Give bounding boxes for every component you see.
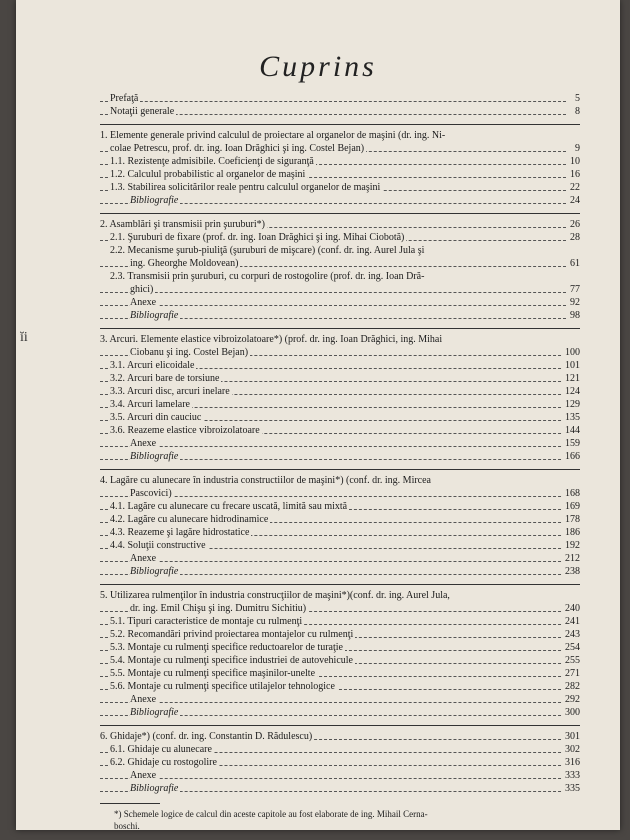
toc-entry-title: 4.3. Reazeme şi lagăre hidrostatice: [110, 527, 250, 538]
toc-entry-title: 6.2. Ghidaje cu rostogolire: [110, 757, 217, 768]
toc-entry: [100, 526, 580, 539]
toc-entry-page: 8: [572, 105, 580, 118]
toc-entry: [100, 756, 580, 769]
toc-entry-title: Bibliografie: [130, 707, 179, 718]
toc-entry-title: Pascovici): [130, 488, 172, 499]
toc-entry-title: Prefaţă: [110, 93, 139, 104]
toc-entry: [100, 552, 580, 565]
toc-entry-page: 24: [567, 194, 580, 207]
toc-entry-title: Bibliografie: [130, 566, 179, 577]
toc-entry: [100, 346, 580, 359]
toc-entry: [100, 244, 580, 257]
toc-entry-page: 300: [562, 706, 580, 719]
page-title: Cuprins: [259, 50, 377, 83]
toc-entry: [100, 142, 580, 155]
chapter-divider: [100, 124, 580, 125]
toc-entry-title: ing. Gheorghe Moldovean): [130, 258, 239, 269]
toc-entry-title: Anexe: [130, 770, 157, 781]
toc-entry-title: 3. Arcuri. Elemente elastice vibroizolatoare*) (prof. dr. ing. Ioan Drăghici, ing. Mihai: [100, 334, 443, 345]
toc-entry: [100, 667, 580, 680]
toc-entry: [100, 385, 580, 398]
toc-entry: [100, 231, 580, 244]
toc-entry: [100, 615, 580, 628]
toc-entry-page: 135: [562, 411, 580, 424]
toc-entry: [100, 641, 580, 654]
toc-entry-title: 1.3. Stabilirea solicitărilor reale pentru calculul organelor de maşini: [110, 182, 381, 193]
toc-entry: [100, 92, 580, 105]
chapter-block: [100, 218, 580, 322]
toc-entry: [100, 333, 580, 346]
toc-entry-page: 241: [562, 615, 580, 628]
toc-entry-page: 100: [562, 346, 580, 359]
toc-entry-page: 292: [562, 693, 580, 706]
chapter-block: [100, 129, 580, 207]
toc-entry: [100, 359, 580, 372]
toc-entry: [100, 474, 580, 487]
toc-entry: [100, 257, 580, 270]
toc-entry: [100, 270, 580, 283]
toc-entry-page: 243: [562, 628, 580, 641]
toc-entry-title: Notaţii generale: [110, 106, 175, 117]
toc-entry-page: 238: [562, 565, 580, 578]
toc-entry-title: Ciobanu şi ing. Costel Bejan): [130, 347, 249, 358]
toc-entry-title: 5. Utilizarea rulmenţilor în industria construcţiilor de maşini*)(conf. dr. ing. Aurel Jula,: [100, 590, 450, 601]
chapter-divider: [100, 328, 580, 329]
toc-entry: [100, 309, 580, 322]
toc-entry-title: 5.1. Tipuri caracteristice de montaje cu rulmenţi: [110, 616, 303, 627]
toc-entry: [100, 706, 580, 719]
toc-entry-page: 101: [562, 359, 580, 372]
footnote-text: *) Schemele logice de calcul din aceste capitole au fost elaborate de ing. Mihail Cerna-: [114, 809, 428, 819]
toc-entry-page: 282: [562, 680, 580, 693]
toc-entry-title: 5.6. Montaje cu rulmenţi specifice utilajelor tehnologice: [110, 681, 335, 692]
toc-entry-page: 271: [562, 667, 580, 680]
toc-entry-page: 5: [572, 92, 580, 105]
toc-entry-page: 192: [562, 539, 580, 552]
toc-entry: [100, 105, 580, 118]
toc-entry-page: 301: [562, 730, 580, 743]
toc-entry-title: 4.2. Lagăre cu alunecare hidrodinamice: [110, 514, 269, 525]
toc-entry-page: 92: [567, 296, 580, 309]
toc-entry: [100, 372, 580, 385]
chapter-block: [100, 474, 580, 578]
toc-entry-page: 26: [567, 218, 580, 231]
toc-entry: [100, 168, 580, 181]
toc-entry-page: 255: [562, 654, 580, 667]
toc-entry: [100, 129, 580, 142]
toc-entry: [100, 181, 580, 194]
toc-entry-page: 77: [567, 283, 580, 296]
toc-entry: [100, 539, 580, 552]
toc-entry-title: 3.3. Arcuri disc, arcuri inelare: [110, 386, 230, 397]
chapter-divider: [100, 213, 580, 214]
toc-entry: [100, 680, 580, 693]
toc-entry-page: 212: [562, 552, 580, 565]
chapter-divider: [100, 584, 580, 585]
toc-entry-title: 1.1. Rezistenţe admisibile. Coeficienţi de siguranţă: [110, 156, 314, 167]
toc-entry-title: 5.5. Montaje cu rulmenţi specifice maşinilor-unelte: [110, 668, 316, 679]
toc-entry-title: 3.1. Arcuri elicoidale: [110, 360, 195, 371]
toc-entry-page: 316: [562, 756, 580, 769]
toc-entry: [100, 602, 580, 615]
toc-entry-title: Anexe: [130, 553, 157, 564]
toc-entry-page: 168: [562, 487, 580, 500]
toc-entry-title: 4. Lagăre cu alunecare în industria constructiilor de maşini*) (conf. dr. ing. Mircea: [100, 475, 431, 486]
toc-entry: [100, 296, 580, 309]
toc-entry-page: 61: [567, 257, 580, 270]
chapter-block: [100, 589, 580, 719]
toc-entry-title: 3.2. Arcuri bare de torsiune: [110, 373, 220, 384]
toc-entry: [100, 589, 580, 602]
toc-entry: [100, 513, 580, 526]
toc-entry-page: 10: [567, 155, 580, 168]
toc-entry-title: Bibliografie: [130, 310, 179, 321]
toc-entry-page: 335: [562, 782, 580, 795]
footnote-divider: [100, 803, 160, 804]
toc-entry-page: 159: [562, 437, 580, 450]
toc-entry: [100, 411, 580, 424]
toc-entry: [100, 218, 580, 231]
toc-entry-page: 333: [562, 769, 580, 782]
footnote-text-cont: boschi.: [114, 821, 140, 830]
toc-entry-title: 1. Elemente generale privind calculul de proiectare al organelor de maşini (dr. ing. Ni-: [100, 130, 446, 141]
toc-entry-page: 144: [562, 424, 580, 437]
toc-entry-title: 3.6. Reazeme elastice vibroizolatoare: [110, 425, 260, 436]
toc-entry-page: 240: [562, 602, 580, 615]
toc-entry: [100, 730, 580, 743]
front-matter: [100, 92, 580, 118]
toc-entry-page: 169: [562, 500, 580, 513]
toc-entry-title: 6. Ghidaje*) (conf. dr. ing. Constantin D. Rădulescu): [100, 731, 313, 742]
toc-entry-page: 302: [562, 743, 580, 756]
toc-entry: [100, 424, 580, 437]
toc-entry: [100, 437, 580, 450]
toc-entry: [100, 693, 580, 706]
toc-entry-title: 6.1. Ghidaje cu alunecare: [110, 744, 212, 755]
toc-entry-page: 121: [562, 372, 580, 385]
toc-entry-title: 2.1. Şuruburi de fixare (prof. dr. ing. Ioan Drăghici şi ing. Mihai Ciobotă): [110, 232, 405, 243]
toc-entry-page: 9: [572, 142, 580, 155]
toc-entry-title: 2. Asamblări şi transmisii prin şuruburi*): [100, 219, 265, 230]
toc-entry-title: dr. ing. Emil Chişu şi ing. Dumitru Sichitiu): [130, 603, 307, 614]
toc-entry-title: 2.3. Transmisii prin şuruburi, cu corpuri de rostogolire (prof. dr. ing. Ioan Dră-: [110, 271, 425, 282]
toc-entry-page: 16: [567, 168, 580, 181]
toc-entry: [100, 500, 580, 513]
footnote: [100, 808, 580, 830]
toc-entry-page: 98: [567, 309, 580, 322]
toc-entry-title: 2.2. Mecanisme şurub-piuliţă (şuruburi de mişcare) (conf. dr. ing. Aurel Jula şi: [110, 245, 425, 256]
toc-entry-title: 3.5. Arcuri din cauciuc: [110, 412, 202, 423]
toc-entry: [100, 769, 580, 782]
chapter-block: [100, 730, 580, 795]
toc-entry-title: Bibliografie: [130, 195, 179, 206]
toc-entry-page: 22: [567, 181, 580, 194]
toc-entry: [100, 628, 580, 641]
toc-entry-page: 178: [562, 513, 580, 526]
toc-entry-title: 3.4. Arcuri lamelare: [110, 399, 190, 410]
toc-entry-page: 28: [567, 231, 580, 244]
toc-entry: [100, 450, 580, 463]
margin-mark: ĭi: [20, 330, 28, 345]
table-of-contents: [100, 92, 580, 830]
toc-entry-title: Anexe: [130, 694, 157, 705]
toc-entry-title: 4.4. Soluţii constructive: [110, 540, 206, 551]
toc-entry-page: 186: [562, 526, 580, 539]
toc-entry: [100, 155, 580, 168]
toc-entry: [100, 743, 580, 756]
toc-entry-page: 166: [562, 450, 580, 463]
toc-entry-page: 129: [562, 398, 580, 411]
chapter-list: [100, 124, 580, 795]
toc-entry-title: 5.2. Recomandări privind proiectarea montajelor cu rulmenţi: [110, 629, 354, 640]
toc-entry-title: ghici): [130, 284, 154, 295]
toc-entry-title: 5.3. Montaje cu rulmenţi specifice reductoarelor de turaţie: [110, 642, 343, 653]
chapter-block: [100, 333, 580, 463]
toc-entry: [100, 487, 580, 500]
toc-entry-title: 5.4. Montaje cu rulmenţi specifice industriei de autovehicule: [110, 655, 353, 666]
toc-entry-title: colae Petrescu, prof. dr. ing. Ioan Drăghici şi ing. Costel Bejan): [110, 143, 365, 154]
toc-entry-title: Anexe: [130, 438, 157, 449]
chapter-divider: [100, 469, 580, 470]
toc-entry-title: Bibliografie: [130, 451, 179, 462]
toc-entry: [100, 398, 580, 411]
book-page: [16, 0, 620, 830]
toc-entry: [100, 782, 580, 795]
toc-entry-page: 254: [562, 641, 580, 654]
toc-entry: [100, 654, 580, 667]
toc-entry-title: 4.1. Lagăre cu alunecare cu frecare uscată, limită sau mixtă: [110, 501, 348, 512]
toc-entry: [100, 283, 580, 296]
toc-entry: [100, 194, 580, 207]
toc-entry-title: Anexe: [130, 297, 157, 308]
toc-entry-title: 1.2. Calculul probabilistic al organelor de maşini: [110, 169, 306, 180]
toc-entry: [100, 565, 580, 578]
toc-entry-title: Bibliografie: [130, 783, 179, 794]
toc-entry-page: 124: [562, 385, 580, 398]
chapter-divider: [100, 725, 580, 726]
